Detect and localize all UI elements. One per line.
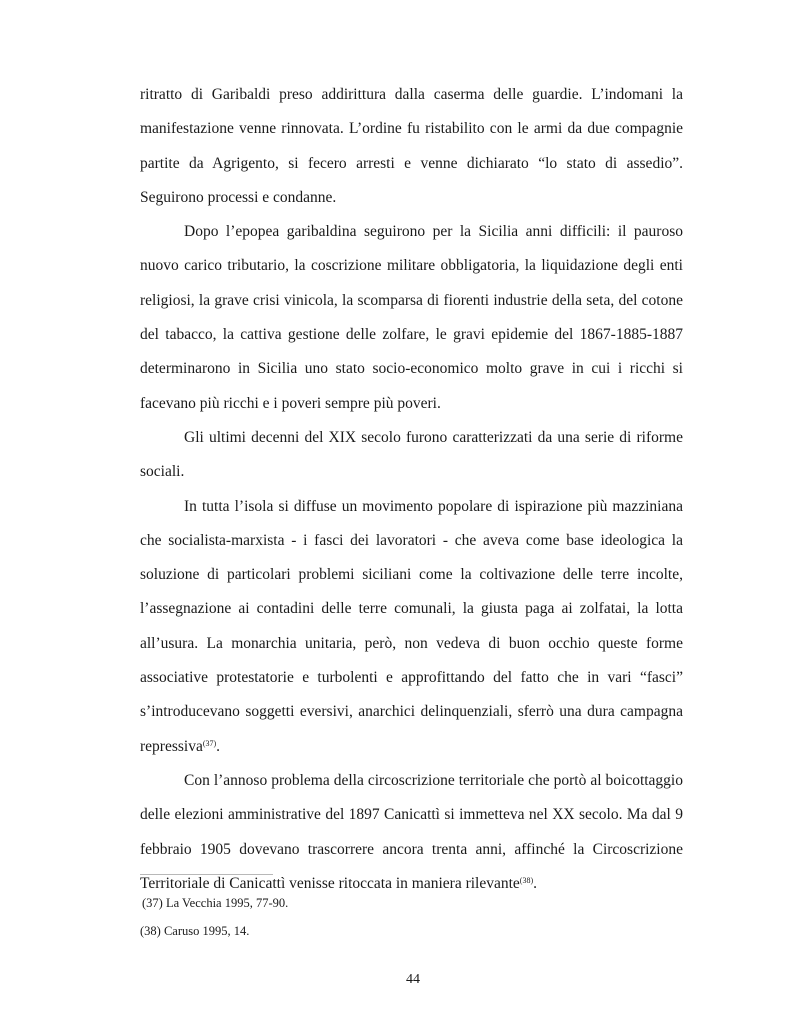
- footnote-separator: [140, 874, 273, 875]
- footnote-ref-38: (38): [519, 875, 534, 885]
- paragraph-4-text: In tutta l’isola si diffuse un movimento popolare di ispirazione più mazziniana che socialista-marxista - i fasci dei lavoratori - che aveva come base ideologica la soluzione di particolari problemi siciliani come la coltivazione delle terre incolte, l’assegnazione ai contadini delle terre comunali, la giusta paga ai zolfatai, la lotta all’usura. La monarchia unitaria, però, non vedeva di buon occhio queste forme associative protestatorie e turbolenti e approfittando del fatto che in vari “fasci” s’introducevano soggetti eversivi, anarchici delinquenziali, sferrò una dura campagna repressiva: [140, 497, 683, 755]
- paragraph-4: [140, 490, 683, 764]
- paragraph-5-tail: .: [533, 874, 537, 892]
- paragraph-5-text: Con l’annoso problema della circoscrizione territoriale che portò al boicottaggio delle elezioni amministrative del 1897 Canicattì si immetteva nel XX secolo. Ma dal 9 febbraio 1905 dovevano trascorrere ancora trenta anni, affinché la Circoscrizione Territoriale di Canicattì venisse ritoccata in maniera rilevante: [140, 771, 683, 892]
- paragraph-4-tail: .: [216, 737, 221, 755]
- paragraph-3-text: Gli ultimi decenni del XIX secolo furono caratterizzati da una serie di riforme sociali.: [140, 428, 683, 481]
- footnotes: [140, 889, 683, 945]
- paragraph-2-text: Dopo l’epopea garibaldina seguirono per la Sicilia anni difficili: il pauroso nuovo carico tributario, la coscrizione militare obbligatoria, la liquidazione degli enti religiosi, la grave crisi vinicola, la scomparsa di fiorenti industrie della seta, del cotone del tabacco, la cattiva gestione delle zolfare, le gravi epidemie del 1867-1885-1887 determinarono in Sicilia uno stato socio-economico molto grave in cui i ricchi si facevano più ricchi e i poveri sempre più poveri.: [140, 223, 683, 412]
- paragraph-1-text: ritratto di Garibaldi preso addirittura dalla caserma delle guardie. L’indomani la manifestazione venne rinnovata. L’ordine fu ristabilito con le armi da due compagnie partite da Agrigento, si fecero arresti e venne dichiarato “lo stato di assedio”. Seguirono processi e condanne.: [140, 86, 683, 206]
- footnote-37: (37) La Vecchia 1995, 77-90.: [142, 896, 289, 910]
- paragraph-1: [140, 78, 683, 215]
- footnote-38: (38) Caruso 1995, 14.: [140, 924, 250, 938]
- paragraph-3: [140, 421, 683, 490]
- footnote-ref-37: (37): [202, 738, 217, 748]
- page-number: 44: [406, 972, 420, 987]
- body-text: [140, 78, 683, 901]
- paragraph-5: [140, 764, 683, 901]
- paragraph-2: [140, 215, 683, 421]
